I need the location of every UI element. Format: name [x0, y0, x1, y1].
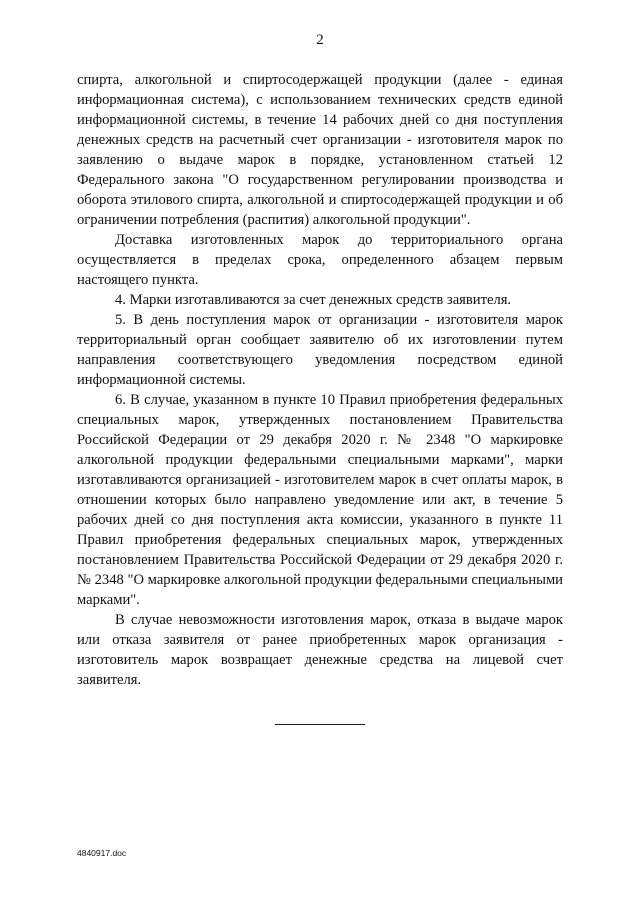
paragraph-continuation: спирта, алкогольной и спиртосодержащей продукции (далее - единая информационная система), с использованием технических средств единой информационной системы, в течение 14 рабочих дней со дня поступления денежных средств на расчетный счет организации - изготовителя марок по заявлению о выдаче марок в порядке, установленном статьей 12 Федерального закона "О государственном регулировании производства и оборота этилового спирта, алкогольной и спиртосодержащей продукции и об ограничении потребления (распития) алкогольной продукции". — [77, 72, 563, 228]
page-number: 2 — [316, 32, 324, 48]
paragraph-refund: В случае невозможности изготовления марок, отказа в выдаче марок или отказа заявителя от ранее приобретенных марок организация - изготовитель марок возвращает денежные средства на лицевой счет заявителя. — [77, 612, 563, 688]
paragraph-item-5: 5. В день поступления марок от организации - изготовителя марок территориальный орган сообщает заявителю об их изготовлении путем направления соответствующего уведомления посредством единой информационной системы. — [77, 312, 563, 388]
document-body — [77, 70, 563, 690]
paragraph-item-6: 6. В случае, указанном в пункте 10 Правил приобретения федеральных специальных марок, утвержденных постановлением Правительства Российской Федерации от 29 декабря 2020 г. № 2348 "О маркировке алкогольной продукции федеральными специальными марками", марки изготавливаются организацией - изготовителем марок в счет оплаты марок, в отношении которых было направлено уведомление или акт, в течение 5 рабочих дней со дня поступления акта комиссии, указанного в пункте 11 Правил приобретения федеральных специальных марок, утвержденных постановлением Правительства Российской Федерации от 29 декабря 2020 г. № 2348 "О маркировке алкогольной продукции федеральными специальными марками". — [77, 392, 563, 608]
end-divider — [275, 724, 365, 725]
file-reference: 4840917.doc — [77, 848, 127, 858]
paragraph-item-4: 4. Марки изготавливаются за счет денежных средств заявителя. — [115, 292, 512, 308]
paragraph-delivery: Доставка изготовленных марок до территориального органа осуществляется в пределах срока, определенного абзацем первым настоящего пункта. — [77, 232, 563, 288]
